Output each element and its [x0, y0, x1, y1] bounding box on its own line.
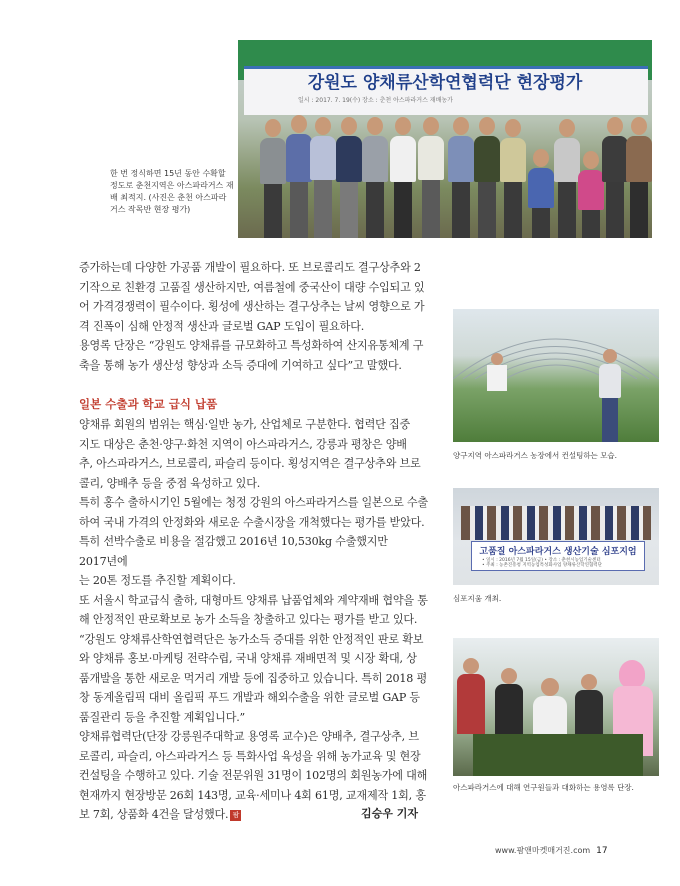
last-line: 보 7회, 상품화 4건을 달성했다.	[79, 808, 229, 821]
photo3-caption: 아스파라거스에 대해 연구원들과 대화하는 용영록 단장.	[453, 783, 634, 792]
photo2-caption: 심포지움 개최.	[453, 594, 502, 603]
top-group-photo	[238, 40, 652, 238]
section-heading: 일본 수출과 학교 급식 납품	[79, 397, 218, 411]
page-number: 17	[596, 846, 608, 856]
paragraph-main: 양채류 회원의 범위는 핵심·일반 농가, 산업체로 구분한다. 협력단 집중 지도 대상은 춘천·양구·화천 지역이 아스파라거스, 강릉과 평창은 양배 추, 아스파라거스, 브로콜리, 파슬리 등이다. 횡성지역은 결구상추와 브로 콜리, 양배추 등을 중점 육성하고 있다. 특히 홍수 출하시기인 5월에는 청정 강원의 아스파라거스를 일본으로 수출 하여 국내 가격의 안정화와 새로운 수출시장을 개척했다는 평가를 받았다. 특히 선박수출로 비용을 절감했고 2016년 10,530kg 수출했지만 2017년에 는 20톤 정도를 추진할 계획이다. 또 서울시 학교급식 출하, 대형마트 양채류 납품업체와 계약재배 협약을 통 해 안정적인 판로확보로 농가 소득을 창출하고 있다는 평가를 받고 있다. “강원도 양채류산학연협력단은 농가소득 증대를 위한 안정적인 판로 확보 와 양채류 홍보·마케팅 전략수립, 국내 양채류 재배면적 및 시장 확대, 상 품개발을 통한 새로운 먹거리 개발 등에 집중하고 있습니다. 특히 2018 평 창 동계올림픽 대비 올림픽 푸드 개발과 해외수출을 위한 글로벌 GAP 등 품질관리 등을 추진할 계획입니다.” 양채류협력단(단장 강릉원주대학교 용영록 교수)은 양배추, 결구상추, 브 로콜리, 파슬리, 아스파라거스 등 특화사업 육성을 위해 농가교육 및 현장 컨설팅을 수행하고 있다. 기술 전문위원 31명이 102명의 회원농가에 대해 현재까지 현장방문 26회 143명, 교육·세미나 4회 61명, 교재제작 1회, 홍 보 7회, 상품화 4건을 달성했다. 팜	[79, 418, 428, 821]
paragraph-intro: 증가하는데 다양한 가공품 개발이 필요하다. 또 브로콜리도 결구상추와 2 기작으로 친환경 고품질 생산하지만, 여름철에 중국산이 대량 수입되고 있 어 가격경쟁력이 필수이다. 횡성에 생산하는 결구상추는 날씨 영향으로 가 격 진폭이 심해 안정적 생산과 글로벌 GAP 도입이 필요하다. 용영록 단장은 “강원도 양채류를 규모화하고 특성화하여 산지유통체계 구 축을 통해 농가 생산성 향상과 소득 증대에 기여하고 싶다”고 말했다.	[79, 261, 425, 372]
symposium-banner	[471, 541, 645, 571]
author-byline: 김승우 기자	[361, 807, 418, 820]
greenhouse-arches	[453, 309, 659, 389]
greenhouse-consulting-photo	[453, 309, 659, 442]
end-mark-icon: 팜	[230, 810, 241, 821]
researchers-talk-photo	[453, 638, 659, 776]
magazine-url[interactable]: www.팜앤마켓매거진.com	[495, 846, 591, 855]
banner-title: 강원도 양채류산학연협력단 현장평가	[307, 73, 583, 93]
people-group	[238, 110, 652, 238]
symposium-banner-detail: • 일시 : 2016년 7월 15일(금) • 장소 : 춘천시농업기술센터 • 주최 : 농촌진흥청 지역농업특성화사업 양채류산학연협력단	[482, 558, 602, 568]
photo1-caption: 양구지역 아스파라거스 농장에서 컨설팅하는 모습.	[453, 451, 618, 460]
page-footer	[495, 845, 608, 856]
symposium-photo	[453, 488, 659, 585]
top-photo-caption: 한 번 정식하면 15년 동안 수확할 정도로 춘천지역은 아스파라거스 재배 최적지. (사진은 춘천 아스파라거스 작목반 현장 평가)	[110, 169, 234, 214]
banner-subtitle: 일시 : 2017. 7. 19(수) 장소 : 춘천 아스파라거스 재배농가	[298, 97, 453, 104]
symposium-banner-title: 고품질 아스파라거스 생산기술 심포지엄	[479, 547, 637, 557]
